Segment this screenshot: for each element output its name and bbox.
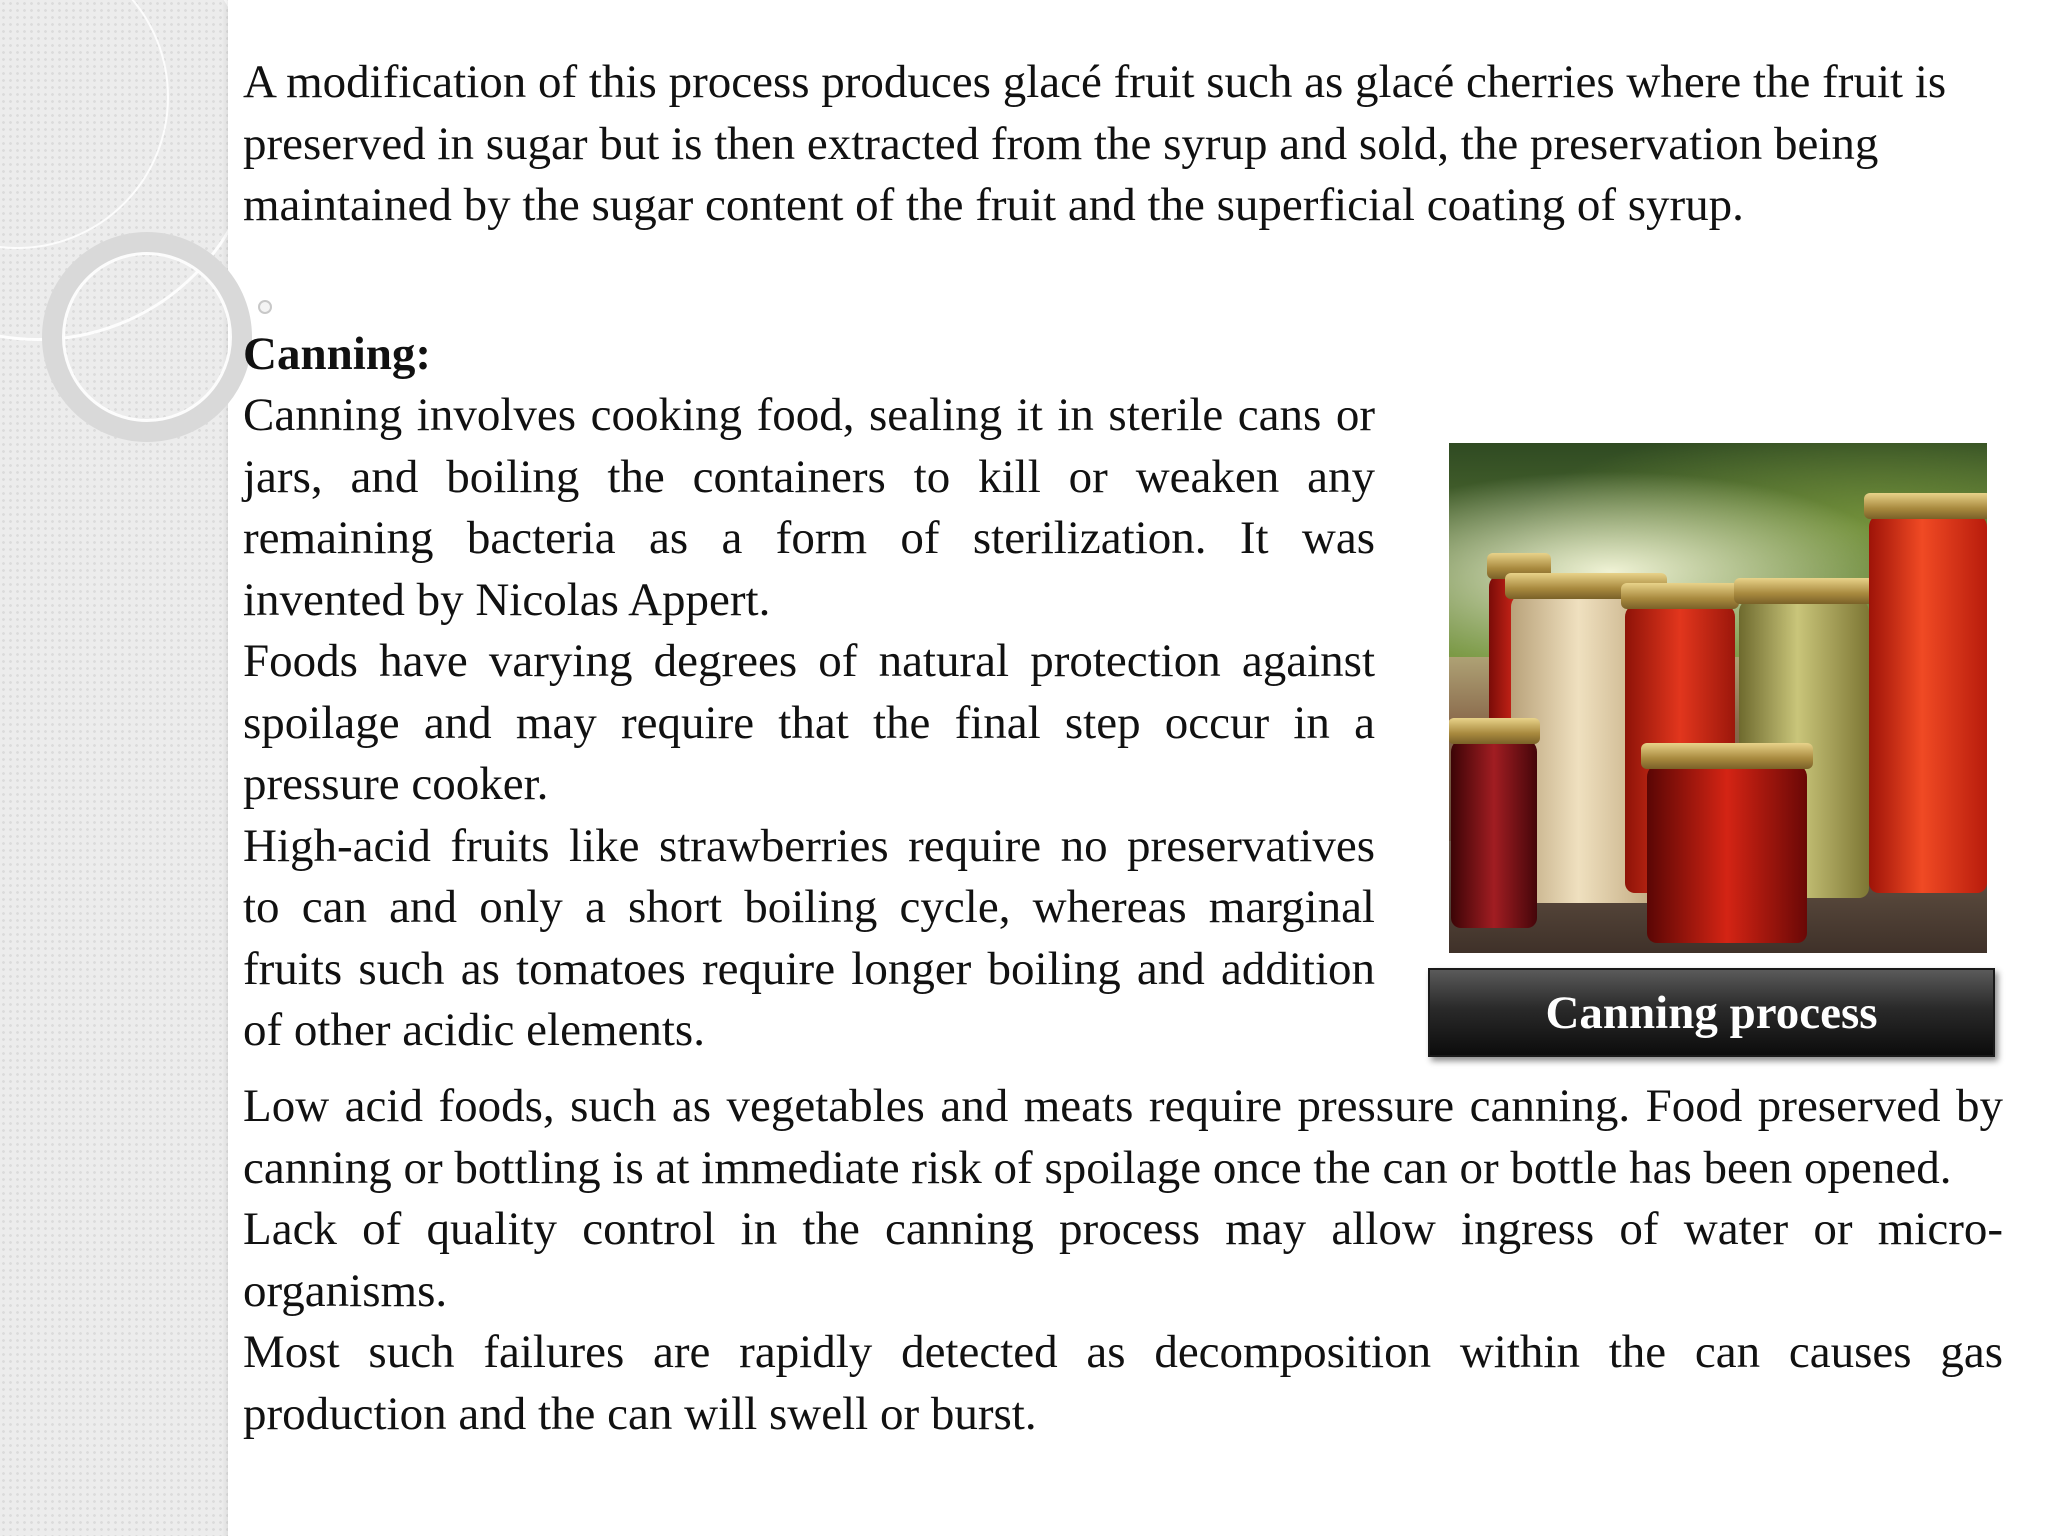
- canning-text-block: [243, 385, 1375, 1062]
- lower-text-block: [243, 1076, 2003, 1445]
- sidebar-edge-shadow: [222, 0, 228, 1536]
- canning-paragraph: Foods have varying degrees of natural protection against spoilage and may require that the final step occur in a pressure cooker.: [243, 635, 1375, 810]
- jar-lid: [1621, 583, 1740, 609]
- canning-paragraph: Most such failures are rapidly detected as decomposition within the can causes gas production and the can will swell or burst.: [243, 1326, 2003, 1440]
- decorative-ring: [62, 252, 232, 422]
- jar-shape: [1647, 763, 1807, 943]
- decorative-dot: [258, 300, 272, 314]
- canning-paragraph: Lack of quality control in the canning process may allow ingress of water or micro-organisms.: [243, 1203, 2003, 1317]
- figure-caption-box: [1428, 968, 1995, 1057]
- canning-paragraph: High-acid fruits like strawberries require no preservatives to can and only a short boiling cycle, whereas marginal fruits such as tomatoes require longer boiling and addition of other acidic elements.: [243, 819, 1375, 1056]
- jar-shape: [1869, 513, 1987, 893]
- jar-shape: [1451, 738, 1537, 928]
- canning-paragraph: Low acid foods, such as vegetables and meats require pressure canning. Food preserved by canning or bottling is at immediate risk of spoilage once the can or bottle has been opened.: [243, 1080, 2003, 1194]
- jar-lid: [1641, 743, 1814, 769]
- jar-lid: [1449, 718, 1540, 744]
- canning-heading: Canning:: [243, 328, 432, 380]
- canning-paragraph: Canning involves cooking food, sealing it in sterile cans or jars, and boiling the containers to kill or weaken any remaining bacteria as a form of sterilization. It was invented by Nicolas Appert.: [243, 389, 1375, 626]
- decorative-sidebar: [0, 0, 228, 1536]
- jar-lid: [1734, 578, 1874, 604]
- jar-lid: [1864, 493, 1987, 519]
- figure-caption: Canning process: [1545, 986, 1878, 1039]
- glace-fruit-paragraph: A modification of this process produces glacé fruit such as glacé cherries where the fruit is preserved in sugar but is then extracted from the syrup and sold, the preservation being maintained by the sugar content of the fruit and the superficial coating of syrup.: [243, 56, 1947, 231]
- canning-jars-photo: [1449, 443, 1987, 953]
